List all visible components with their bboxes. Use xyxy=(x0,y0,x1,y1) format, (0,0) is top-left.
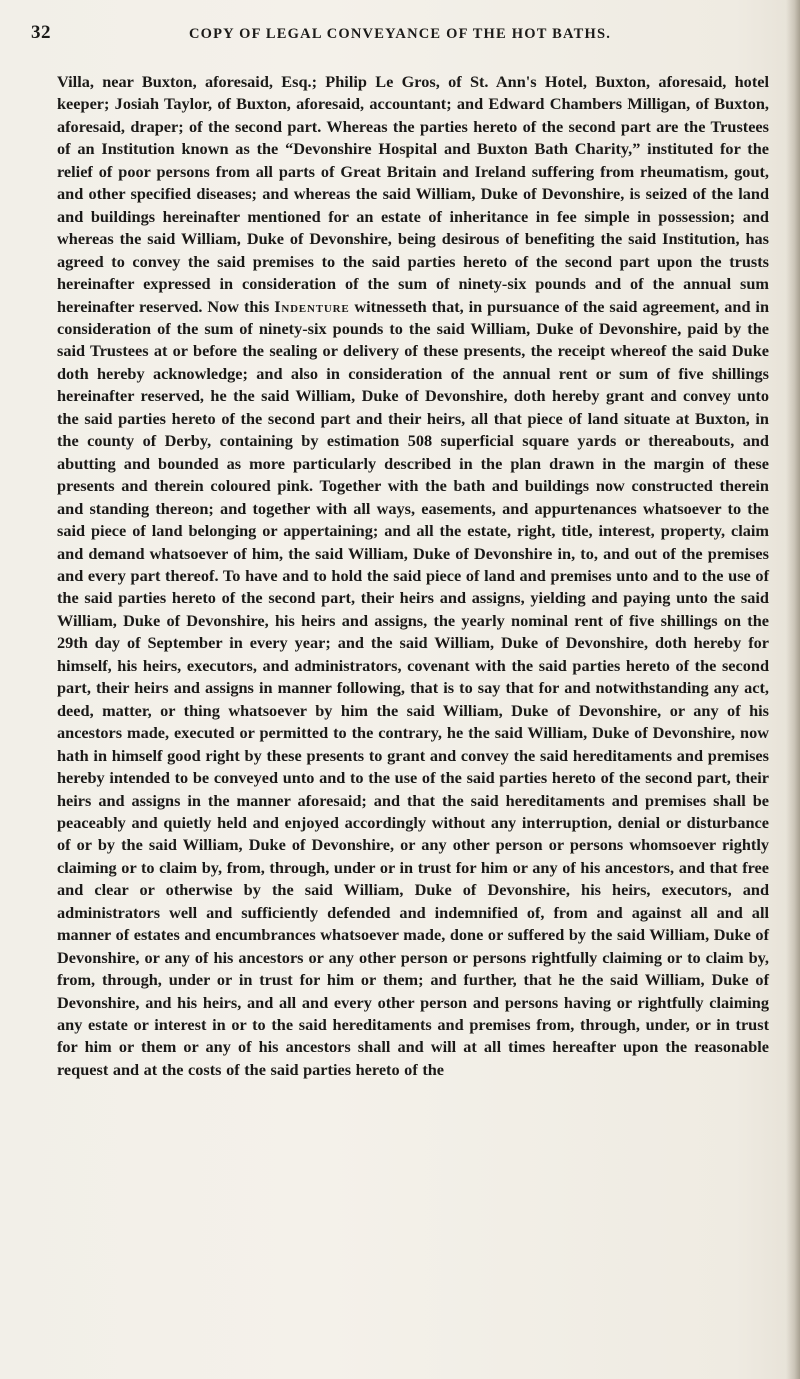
conveyance-paragraph xyxy=(57,71,769,1081)
text-before-indenture: Villa, near Buxton, aforesaid, Esq.; Philip Le Gros, of St. Ann's Hotel, Buxton, aforesaid, hotel keeper; Josiah Taylor, of Buxton, aforesaid, accountant; and Edward Chambers Milligan, of Buxton, aforesaid, draper; of the second part. Whereas the parties hereto of the second part are the Trustees of an Institution known as the “Devonshire Hospital and Buxton Bath Charity,” instituted for the relief of poor persons from all parts of Great Britain and Ireland suffering from rheumatism, gout, and other specified diseases; and whereas the said William, Duke of Devonshire, is seized of the land and buildings hereinafter mentioned for an estate of inheritance in fee simple in possession; and whereas the said William, Duke of Devonshire, being desirous of benefiting the said Institution, has agreed to convey the said premises to the said parties hereto of the second part upon the trusts hereinafter expressed in consideration of the sum of ninety-six pounds and of the annual sum hereinafter reserved. Now this xyxy=(57,72,769,316)
page-edge-shadow xyxy=(786,0,800,1379)
running-title: COPY OF LEGAL CONVEYANCE OF THE HOT BATHS. xyxy=(188,26,612,42)
indenture-word: Indenture xyxy=(274,296,350,316)
page-number: 32 xyxy=(31,22,51,43)
text-after-indenture: witnesseth that, in pursuance of the said agreement, and in consideration of the sum of ninety-six pounds to the said William, Duke of Devonshire, paid by the said Trustees at or before the sealing or delivery of these presents, the receipt whereof the said Duke doth hereby acknowledge; and also in consideration of the annual rent or sum of five shillings hereinafter reserved, he the said William, Duke of Devonshire, doth hereby grant and convey unto the said parties hereto of the second part and their heirs, all that piece of land situate at Buxton, in the county of Derby, containing by estimation 508 superficial square yards or thereabouts, and abutting and bounded as more particularly described in the plan drawn in the margin of these presents and therein coloured pink. Together with the bath and buildings now constructed therein and standing thereon; and together with all ways, easements, and appurtenances whatsoever to the said piece of land belonging or appertaining; and all the estate, right, title, interest, property, claim and demand whatsoever of him, the said William, Duke of Devonshire in, to, and out of the premises and every part thereof. To have and to hold the said piece of land and premises unto and to the use of the said parties hereto of the second part, their heirs and assigns, yielding and paying unto the said William, Duke of Devonshire, his heirs and assigns, the yearly nominal rent of five shillings on the 29th day of September in every year; and the said William, Duke of Devonshire, doth hereby for himself, his heirs, executors, and administrators, covenant with the said parties hereto of the second part, their heirs and assigns in manner following, that is to say that for and notwithstanding any act, deed, matter, or thing whatsoever by him the said William, Duke of Devonshire, or any of his ancestors made, executed or permitted to the contrary, he the said William, Duke of Devonshire, now hath in himself good right by these presents to grant and convey the said hereditaments and premises hereby intended to be conveyed unto and to the use of the said parties hereto of the second part, their heirs and assigns in the manner aforesaid; and that the said hereditaments and premises shall be peaceably and quietly held and enjoyed accordingly without any interruption, denial or disturbance of or by the said William, Duke of Devonshire, or any other person or persons whomsoever rightly claiming or to claim by, from, through, under or in trust for him or any of his ancestors, and that free and clear or otherwise by the said William, Duke of Devonshire, his heirs, executors, and administrators well and sufficiently defended and indemnified of, from and against all and all manner of estates and encumbrances whatsoever made, done or suffered by the said William, Duke of Devonshire, or any of his ancestors or any other person or persons rightfully claiming or to claim by, from, through, under or in trust for him or them; and further, that he the said William, Duke of Devonshire, and his heirs, and all and every other person and persons having or rightfully claiming any estate or interest in or to the said hereditaments and premises from, through, under, or in trust for him or them or any of his ancestors shall and will at all times hereafter upon the reasonable request and at the costs of the said parties hereto of the xyxy=(57,296,769,1079)
body-text xyxy=(57,71,769,1081)
